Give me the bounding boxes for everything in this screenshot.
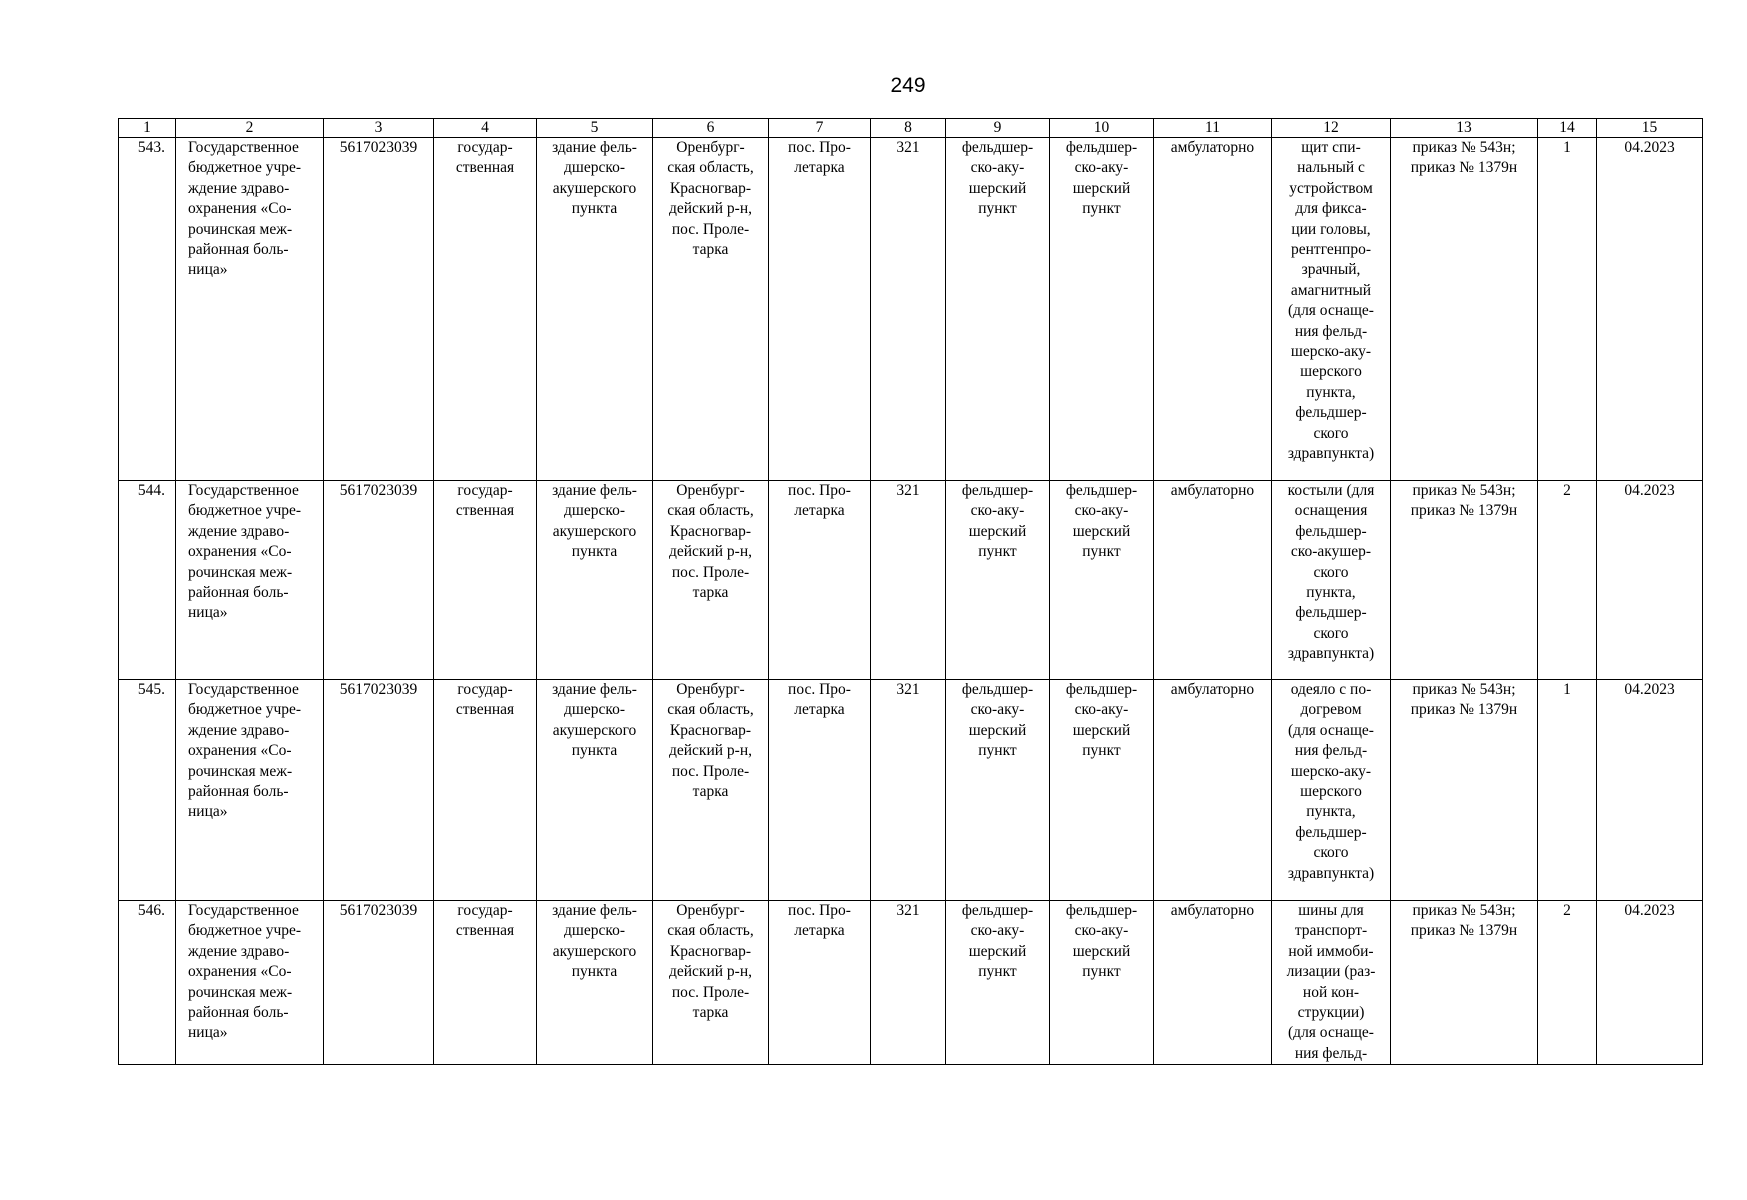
row-number: 545. [119, 680, 176, 901]
header-cell-14: 14 [1538, 119, 1597, 138]
unit-name: фельдшер- ско-аку- шерский пункт [1050, 901, 1154, 1065]
unit-type: фельдшер- ско-аку- шерский пункт [946, 680, 1050, 901]
organization-name: Государственное бюджетное учре- ждение здраво- охранения «Со- рочинская меж- районная боль- ница» [176, 481, 324, 680]
equipment: щит спи- нальный с устройством для фикса- ции головы, рентгенпро- зрачный, амагнитный (для оснаще- ния фельд- шерско-аку- шерского пункта, фельдшер- ского здравпункта) [1272, 138, 1391, 481]
header-cell-2: 2 [176, 119, 324, 138]
quantity: 2 [1538, 901, 1597, 1065]
table-row [119, 901, 1703, 1065]
header-cell-13: 13 [1391, 119, 1538, 138]
date: 04.2023 [1597, 901, 1703, 1065]
table-row [119, 138, 1703, 481]
inn-code: 5617023039 [324, 680, 434, 901]
building-name: здание фель- дшерско- акушерского пункта [537, 680, 653, 901]
unit-type: фельдшер- ско-аку- шерский пункт [946, 481, 1050, 680]
header-cell-7: 7 [769, 119, 871, 138]
order-reference: приказ № 543н; приказ № 1379н [1391, 138, 1538, 481]
header-cell-12: 12 [1272, 119, 1391, 138]
row-number: 546. [119, 901, 176, 1065]
unit-type: фельдшер- ско-аку- шерский пункт [946, 901, 1050, 1065]
code: 321 [871, 680, 946, 901]
building-name: здание фель- дшерско- акушерского пункта [537, 901, 653, 1065]
address: Оренбург- ская область, Красногвар- дейский р-н, пос. Проле- тарка [653, 901, 769, 1065]
code: 321 [871, 138, 946, 481]
date: 04.2023 [1597, 680, 1703, 901]
table-body [119, 138, 1703, 1065]
unit-name: фельдшер- ско-аку- шерский пункт [1050, 481, 1154, 680]
registry-table [118, 118, 1703, 1065]
organization-name: Государственное бюджетное учре- ждение здраво- охранения «Со- рочинская меж- районная боль- ница» [176, 901, 324, 1065]
inn-code: 5617023039 [324, 901, 434, 1065]
inn-code: 5617023039 [324, 138, 434, 481]
header-cell-9: 9 [946, 119, 1050, 138]
order-reference: приказ № 543н; приказ № 1379н [1391, 680, 1538, 901]
table-row [119, 481, 1703, 680]
organization-name: Государственное бюджетное учре- ждение здраво- охранения «Со- рочинская меж- районная боль- ница» [176, 138, 324, 481]
unit-name: фельдшер- ско-аку- шерский пункт [1050, 680, 1154, 901]
ownership-form: государ- ственная [434, 138, 537, 481]
table-row [119, 680, 1703, 901]
ownership-form: государ- ственная [434, 481, 537, 680]
page-number: 249 [890, 74, 926, 97]
inn-code: 5617023039 [324, 481, 434, 680]
code: 321 [871, 481, 946, 680]
organization-name: Государственное бюджетное учре- ждение здраво- охранения «Со- рочинская меж- районная боль- ница» [176, 680, 324, 901]
settlement: пос. Про- летарка [769, 481, 871, 680]
equipment: шины для транспорт- ной иммоби- лизации (раз- ной кон- струкции) (для оснаще- ния фельд- [1272, 901, 1391, 1065]
settlement: пос. Про- летарка [769, 138, 871, 481]
equipment: одеяло с по- догревом (для оснаще- ния фельд- шерско-аку- шерского пункта, фельдшер- ского здравпункта) [1272, 680, 1391, 901]
header-cell-15: 15 [1597, 119, 1703, 138]
quantity: 2 [1538, 481, 1597, 680]
settlement: пос. Про- летарка [769, 901, 871, 1065]
care-type: амбулаторно [1154, 901, 1272, 1065]
header-cell-1: 1 [119, 119, 176, 138]
care-type: амбулаторно [1154, 680, 1272, 901]
header-cell-4: 4 [434, 119, 537, 138]
care-type: амбулаторно [1154, 481, 1272, 680]
address: Оренбург- ская область, Красногвар- дейский р-н, пос. Проле- тарка [653, 680, 769, 901]
order-reference: приказ № 543н; приказ № 1379н [1391, 481, 1538, 680]
table-header [119, 119, 1703, 138]
header-cell-11: 11 [1154, 119, 1272, 138]
header-cell-3: 3 [324, 119, 434, 138]
date: 04.2023 [1597, 481, 1703, 680]
header-row [119, 119, 1703, 138]
quantity: 1 [1538, 138, 1597, 481]
header-cell-6: 6 [653, 119, 769, 138]
settlement: пос. Про- летарка [769, 680, 871, 901]
address: Оренбург- ская область, Красногвар- дейский р-н, пос. Проле- тарка [653, 481, 769, 680]
header-cell-10: 10 [1050, 119, 1154, 138]
date: 04.2023 [1597, 138, 1703, 481]
building-name: здание фель- дшерско- акушерского пункта [537, 138, 653, 481]
unit-name: фельдшер- ско-аку- шерский пункт [1050, 138, 1154, 481]
header-cell-8: 8 [871, 119, 946, 138]
building-name: здание фель- дшерско- акушерского пункта [537, 481, 653, 680]
care-type: амбулаторно [1154, 138, 1272, 481]
ownership-form: государ- ственная [434, 680, 537, 901]
code: 321 [871, 901, 946, 1065]
ownership-form: государ- ственная [434, 901, 537, 1065]
unit-type: фельдшер- ско-аку- шерский пункт [946, 138, 1050, 481]
row-number: 544. [119, 481, 176, 680]
order-reference: приказ № 543н; приказ № 1379н [1391, 901, 1538, 1065]
header-cell-5: 5 [537, 119, 653, 138]
address: Оренбург- ская область, Красногвар- дейский р-н, пос. Проле- тарка [653, 138, 769, 481]
row-number: 543. [119, 138, 176, 481]
quantity: 1 [1538, 680, 1597, 901]
equipment: костыли (для оснащения фельдшер- ско-акушер- ского пункта, фельдшер- ского здравпункта) [1272, 481, 1391, 680]
